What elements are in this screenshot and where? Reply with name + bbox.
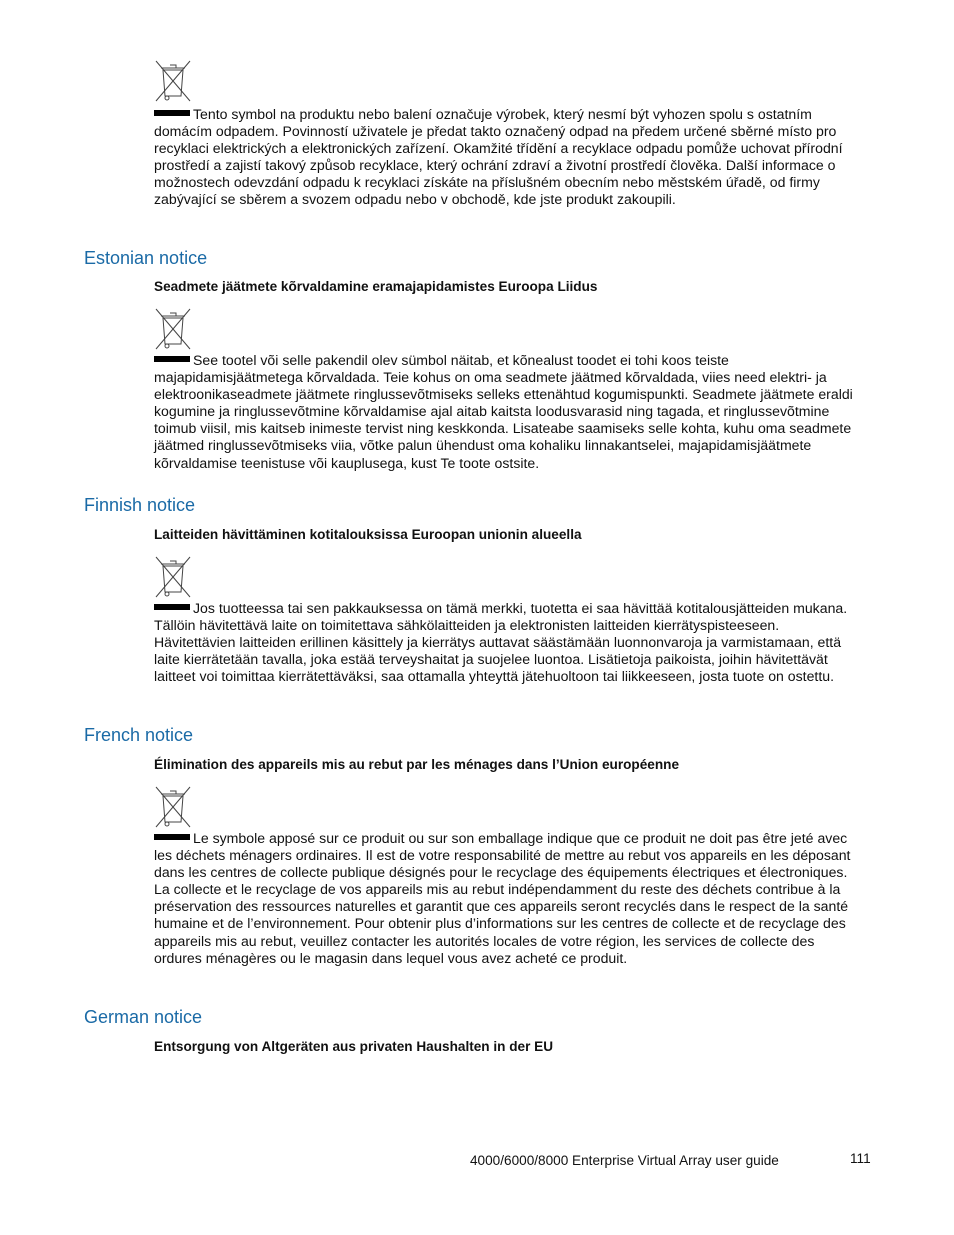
footer-page-number: 111 [850, 1151, 871, 1166]
finnish-text: Jos tuotteessa tai sen pakkauksessa on tämä merkki, tuotetta ei saa hävittää kotitalousjätteiden mukana. Tällöin hävitettävä laite on toimitettava sähkölaitteiden ja elektronisten laitteiden kierrätyspisteeseen. Hävitettävien laitteiden erillinen käsittely ja kierrätys auttavat säästämään luonnonvaroja ja varmistamaan, että laite kierrätetään tavalla, joka estää terveyshaitat ja suojelee luontoa. Lisätietoja paikoista, joihin hävitettävät laitteet voi toimittaa kierrätettäväksi, saa ottamalla yhteyttä jätehuoltoon tai liikkeeseen, josta tuote on ostettu. [154, 600, 848, 685]
czech-paragraph [154, 106, 860, 209]
crossed-out-wheelie-bin-icon [153, 554, 193, 600]
estonian-text: See tootel või selle pakendil olev sümbol näitab, et kõnealust toodet ei tohi koos teiste majapidamisjäätmetega kõrvaldada. Teie kohus on oma seadmete jäätmed kõrvaldada, viies need elektri- ja elektroonikaseadmete jäätmete ringlussevõtmiseks selleks ettenähtud kogumispunkti. Seadmete jäätmete eraldi kogumine ja ringlussevõtmine kõrvaldamise ajal aitab kaitsta loodusvarasid ning tagada, et ringlussevõtmine toimub viisil, mis kaitseb inimeste tervist ning keskkonda. Lisateabe saamiseks selle kohta, kuhu oma seadmete jäätmed ringlussevõtmiseks viia, võtke palun ühendust oma kohaliku linnakantselei, majapidamisjäätmete kõrvaldamise teenistuse või kauplusega, kust Te toote ostsite. [154, 352, 853, 471]
crossed-out-wheelie-bin-icon [153, 306, 193, 352]
german-subheading: Entsorgung von Altgeräten aus privaten Haushalten in der EU [154, 1039, 554, 1054]
black-bar [154, 356, 190, 362]
finnish-subheading: Laitteiden hävittäminen kotitalouksissa Euroopan unionin alueella [154, 527, 582, 542]
french-heading: French notice [84, 725, 194, 745]
crossed-out-wheelie-bin-icon [153, 784, 193, 830]
german-heading: German notice [84, 1007, 203, 1027]
black-bar [154, 834, 190, 840]
black-bar [154, 110, 190, 116]
finnish-heading: Finnish notice [84, 495, 196, 515]
french-text: Le symbole apposé sur ce produit ou sur son emballage indique que ce produit ne doit pas être jeté avec les déchets ménagers ordinaires. Il est de votre responsabilité de mettre au rebut vos appareils en les déposant dans les centres de collecte publique désignés pour le recyclage des équipements électriques et électroniques. La collecte et le recyclage de vos appareils mis au rebut indépendamment du reste des déchets contribue à la préservation des ressources naturelles et garantit que ces appareils seront recyclés dans le respect de la santé humaine et de l’environnement. Pour obtenir plus d’informations sur les centres de collecte et de recyclage des appareils mis au rebut, veuillez contacter les autorités locales de votre région, les services de collecte des ordures ménagères ou le magasin dans lequel vous avez acheté ce produit. [154, 830, 851, 966]
estonian-subheading: Seadmete jäätmete kõrvaldamine eramajapidamistes Euroopa Liidus [154, 279, 598, 294]
black-bar [154, 604, 190, 610]
crossed-out-wheelie-bin-icon [153, 58, 193, 104]
estonian-heading: Estonian notice [84, 248, 208, 268]
french-subheading: Élimination des appareils mis au rebut par les ménages dans l’Union européenne [154, 757, 680, 772]
czech-text: Tento symbol na produktu nebo balení označuje výrobek, který nesmí být vyhozen spolu s ostatním domácím odpadem. Povinností uživatele je předat takto označený odpad na předem určené sběrné místo pro recyklaci elektrických a elektronických zařízení. Okamžité třídění a recyklace odpadu pomůže uchovat přírodní prostředí a zajistí takový způsob recyklace, který ochrání zdraví a životní prostředí člověka. Další informace o možnostech odevzdání odpadu k recyklaci získáte na příslušném obecním nebo městském úřadě, od firmy zabývající se sběrem a svozem odpadu nebo v obchodě, kde jste produkt zakoupili. [154, 106, 843, 208]
finnish-paragraph [154, 600, 860, 685]
french-paragraph [154, 830, 860, 967]
estonian-paragraph [154, 352, 860, 472]
footer-document-title: 4000/6000/8000 Enterprise Virtual Array user guide [470, 1153, 779, 1168]
